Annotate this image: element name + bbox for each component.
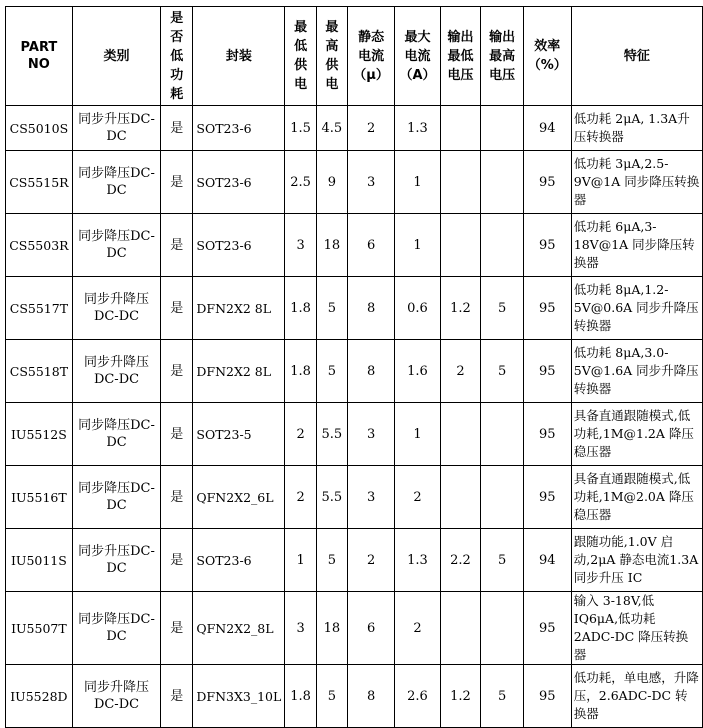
cell-vout-max: 5 xyxy=(481,665,523,728)
table-row xyxy=(6,592,703,665)
cell-efficiency: 95 xyxy=(523,466,571,529)
header-vin-max: 最高供电 xyxy=(316,7,347,106)
table-row xyxy=(6,106,703,151)
cell-part-no: CS5517T xyxy=(6,277,73,340)
cell-package: DFN3X3_10L xyxy=(193,665,285,728)
cell-features: 低功耗 2μA, 1.3A升压转换器 xyxy=(571,106,702,151)
cell-type: 同步升压DC-DC xyxy=(72,529,160,592)
cell-efficiency: 95 xyxy=(523,403,571,466)
cell-max-current: 2 xyxy=(395,592,440,665)
header-part-no: PART NO xyxy=(6,7,73,106)
header-row xyxy=(6,7,703,106)
cell-vout-max xyxy=(481,151,523,214)
cell-vin-max: 5.5 xyxy=(316,403,347,466)
cell-vin-min: 1.8 xyxy=(285,340,317,403)
cell-vout-min: 1.2 xyxy=(440,277,481,340)
cell-vin-max: 18 xyxy=(316,214,347,277)
cell-vout-min xyxy=(440,466,481,529)
cell-vout-max: 5 xyxy=(481,277,523,340)
cell-vout-min xyxy=(440,151,481,214)
cell-vin-max: 4.5 xyxy=(316,106,347,151)
cell-vin-max: 5 xyxy=(316,529,347,592)
cell-quiescent-current: 3 xyxy=(347,151,395,214)
cell-vout-min xyxy=(440,403,481,466)
cell-max-current: 1.3 xyxy=(395,106,440,151)
cell-quiescent-current: 8 xyxy=(347,340,395,403)
cell-vout-min xyxy=(440,592,481,665)
cell-features: 具备直通跟随模式,低功耗,1M@2.0A 降压稳压器 xyxy=(571,466,702,529)
cell-package: QFN2X2_6L xyxy=(193,466,285,529)
cell-efficiency: 94 xyxy=(523,529,571,592)
cell-max-current: 2 xyxy=(395,466,440,529)
cell-vout-min xyxy=(440,106,481,151)
cell-low-power: 是 xyxy=(161,106,193,151)
cell-low-power: 是 xyxy=(161,529,193,592)
header-vout-min: 输出最低电压 xyxy=(440,7,481,106)
cell-package: SOT23-6 xyxy=(193,214,285,277)
cell-vin-min: 2 xyxy=(285,466,317,529)
cell-low-power: 是 xyxy=(161,665,193,728)
cell-quiescent-current: 3 xyxy=(347,466,395,529)
cell-quiescent-current: 3 xyxy=(347,403,395,466)
cell-vin-max: 5 xyxy=(316,340,347,403)
cell-efficiency: 95 xyxy=(523,592,571,665)
cell-package: SOT23-6 xyxy=(193,529,285,592)
cell-features: 低功耗，单电感，升降压，2.6ADC-DC 转换器 xyxy=(571,665,702,728)
header-vout-max: 输出最高电压 xyxy=(481,7,523,106)
table-row xyxy=(6,277,703,340)
cell-type: 同步升压DC-DC xyxy=(72,106,160,151)
table-row xyxy=(6,151,703,214)
cell-vin-min: 2 xyxy=(285,403,317,466)
cell-quiescent-current: 8 xyxy=(347,665,395,728)
cell-efficiency: 94 xyxy=(523,106,571,151)
cell-max-current: 2.6 xyxy=(395,665,440,728)
cell-type: 同步降压DC-DC xyxy=(72,403,160,466)
product-table xyxy=(5,6,703,728)
cell-vout-min: 1.2 xyxy=(440,665,481,728)
cell-type: 同步降压DC-DC xyxy=(72,466,160,529)
table-row xyxy=(6,403,703,466)
cell-vin-min: 3 xyxy=(285,592,317,665)
cell-efficiency: 95 xyxy=(523,277,571,340)
cell-part-no: CS5515R xyxy=(6,151,73,214)
cell-quiescent-current: 6 xyxy=(347,592,395,665)
cell-vout-min: 2 xyxy=(440,340,481,403)
cell-vout-max xyxy=(481,214,523,277)
cell-features: 输入 3-18V,低 IQ6μA,低功耗 2ADC-DC 降压转换器 xyxy=(571,592,702,665)
cell-features: 具备直通跟随模式,低功耗,1M@1.2A 降压稳压器 xyxy=(571,403,702,466)
cell-part-no: IU5011S xyxy=(6,529,73,592)
cell-package: QFN2X2_8L xyxy=(193,592,285,665)
cell-vin-min: 1 xyxy=(285,529,317,592)
table-row xyxy=(6,529,703,592)
cell-low-power: 是 xyxy=(161,151,193,214)
cell-low-power: 是 xyxy=(161,592,193,665)
cell-vin-max: 5 xyxy=(316,277,347,340)
header-type: 类别 xyxy=(72,7,160,106)
cell-vout-max xyxy=(481,466,523,529)
cell-low-power: 是 xyxy=(161,340,193,403)
cell-vin-min: 1.8 xyxy=(285,277,317,340)
cell-part-no: IU5528D xyxy=(6,665,73,728)
cell-package: SOT23-6 xyxy=(193,106,285,151)
cell-part-no: CS5518T xyxy=(6,340,73,403)
cell-type: 同步升降压DC-DC xyxy=(72,277,160,340)
table-row xyxy=(6,665,703,728)
cell-quiescent-current: 2 xyxy=(347,529,395,592)
table-row xyxy=(6,214,703,277)
cell-package: SOT23-6 xyxy=(193,151,285,214)
cell-vin-max: 5.5 xyxy=(316,466,347,529)
cell-features: 低功耗 3μA,2.5-9V@1A 同步降压转换器 xyxy=(571,151,702,214)
cell-features: 低功耗 6μA,3-18V@1A 同步降压转换器 xyxy=(571,214,702,277)
cell-part-no: IU5507T xyxy=(6,592,73,665)
cell-vin-max: 9 xyxy=(316,151,347,214)
cell-features: 跟随功能,1.0V 启动,2μA 静态电流1.3A 同步升压 IC xyxy=(571,529,702,592)
cell-part-no: CS5503R xyxy=(6,214,73,277)
cell-vout-min: 2.2 xyxy=(440,529,481,592)
cell-package: DFN2X2 8L xyxy=(193,277,285,340)
cell-type: 同步升降压DC-DC xyxy=(72,665,160,728)
header-max-current: 最大电流（A） xyxy=(395,7,440,106)
header-package: 封装 xyxy=(193,7,285,106)
cell-efficiency: 95 xyxy=(523,665,571,728)
table-row xyxy=(6,466,703,529)
cell-features: 低功耗 8μA,1.2-5V@0.6A 同步升降压转换器 xyxy=(571,277,702,340)
cell-part-no: CS5010S xyxy=(6,106,73,151)
cell-features: 低功耗 8μA,3.0-5V@1.6A 同步升降压转换器 xyxy=(571,340,702,403)
table-body xyxy=(6,106,703,728)
header-efficiency: 效率（%） xyxy=(523,7,571,106)
cell-part-no: IU5512S xyxy=(6,403,73,466)
cell-max-current: 0.6 xyxy=(395,277,440,340)
cell-max-current: 1 xyxy=(395,214,440,277)
cell-type: 同步降压DC-DC xyxy=(72,592,160,665)
cell-type: 同步降压DC-DC xyxy=(72,214,160,277)
cell-vin-min: 2.5 xyxy=(285,151,317,214)
cell-vout-max xyxy=(481,106,523,151)
cell-low-power: 是 xyxy=(161,214,193,277)
cell-efficiency: 95 xyxy=(523,340,571,403)
cell-efficiency: 95 xyxy=(523,151,571,214)
cell-quiescent-current: 6 xyxy=(347,214,395,277)
cell-max-current: 1.6 xyxy=(395,340,440,403)
cell-vin-max: 18 xyxy=(316,592,347,665)
table-row xyxy=(6,340,703,403)
cell-type: 同步降压DC-DC xyxy=(72,151,160,214)
cell-quiescent-current: 8 xyxy=(347,277,395,340)
cell-vout-max: 5 xyxy=(481,340,523,403)
cell-package: SOT23-5 xyxy=(193,403,285,466)
cell-low-power: 是 xyxy=(161,466,193,529)
cell-vout-max: 5 xyxy=(481,529,523,592)
cell-vin-max: 5 xyxy=(316,665,347,728)
cell-max-current: 1 xyxy=(395,403,440,466)
cell-vin-min: 3 xyxy=(285,214,317,277)
cell-package: DFN2X2 8L xyxy=(193,340,285,403)
cell-vout-min xyxy=(440,214,481,277)
cell-vin-min: 1.8 xyxy=(285,665,317,728)
header-low-power: 是否低功耗 xyxy=(161,7,193,106)
cell-quiescent-current: 2 xyxy=(347,106,395,151)
cell-vout-max xyxy=(481,403,523,466)
cell-max-current: 1 xyxy=(395,151,440,214)
cell-part-no: IU5516T xyxy=(6,466,73,529)
cell-type: 同步升降压DC-DC xyxy=(72,340,160,403)
cell-max-current: 1.3 xyxy=(395,529,440,592)
header-quiescent-current: 静态电流（μ） xyxy=(347,7,395,106)
cell-vin-min: 1.5 xyxy=(285,106,317,151)
header-vin-min: 最低供电 xyxy=(285,7,317,106)
cell-low-power: 是 xyxy=(161,403,193,466)
cell-efficiency: 95 xyxy=(523,214,571,277)
cell-vout-max xyxy=(481,592,523,665)
cell-low-power: 是 xyxy=(161,277,193,340)
header-features: 特征 xyxy=(571,7,702,106)
